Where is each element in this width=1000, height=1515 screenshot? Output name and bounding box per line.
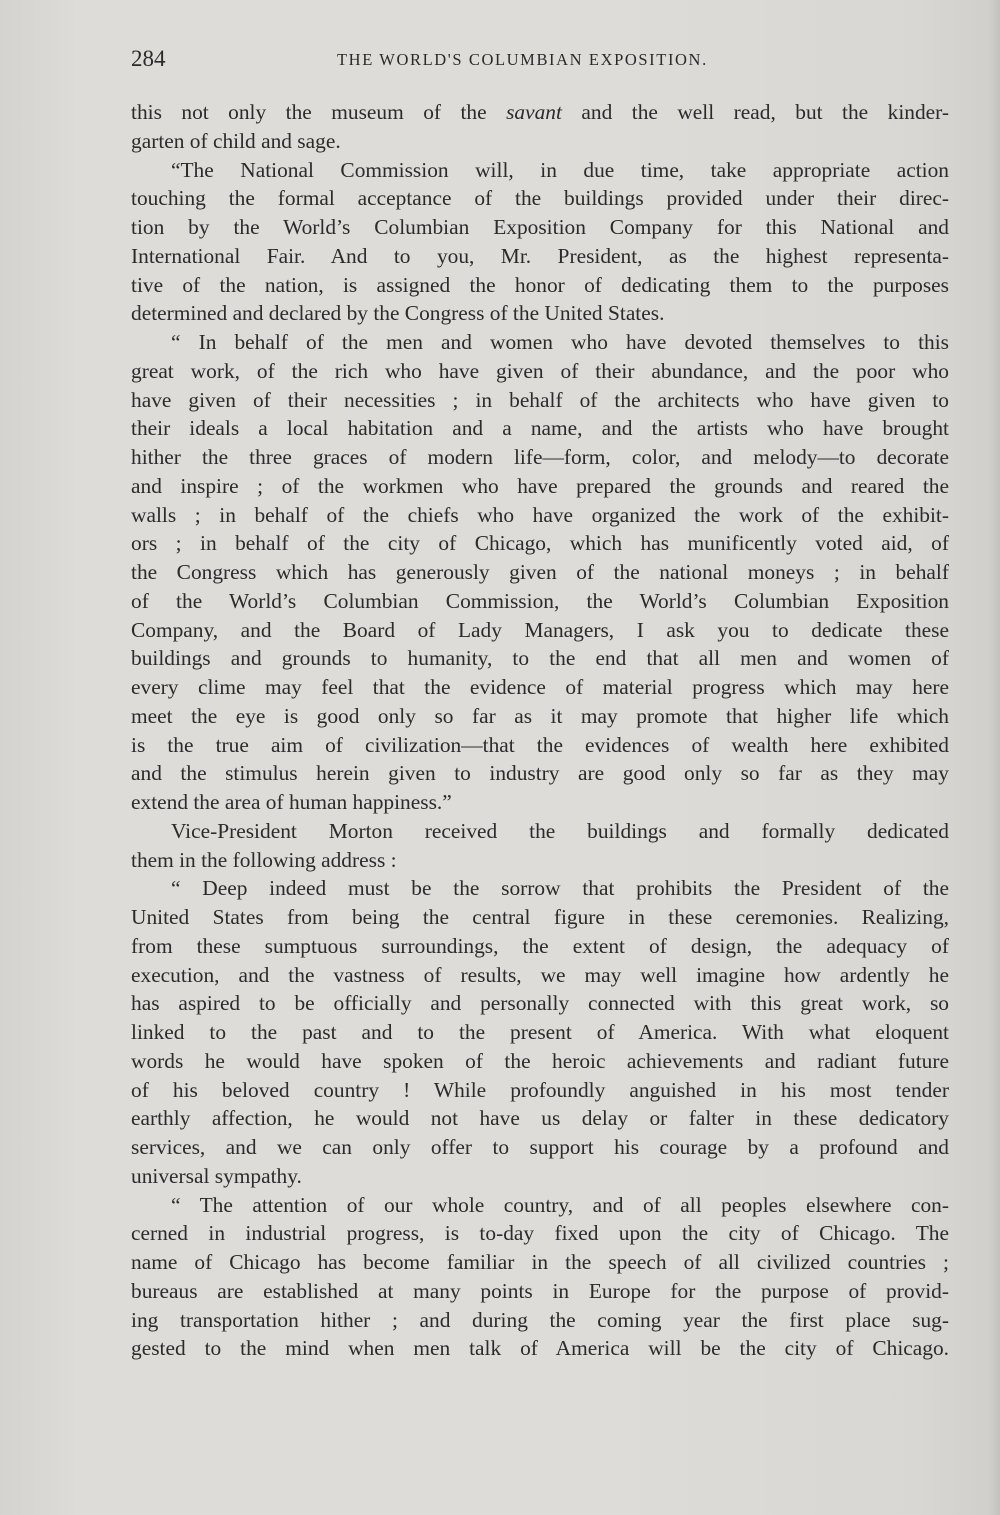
running-head: THE WORLD'S COLUMBIAN EXPOSITION. bbox=[337, 50, 708, 69]
text-line: United States from being the central figure in these ceremonies. Realizing, bbox=[131, 905, 949, 929]
text-line: every clime may feel that the evidence of material progress which may here bbox=[131, 675, 949, 699]
text-line: ors ; in behalf of the city of Chicago, which has munificently voted aid, of bbox=[131, 531, 949, 556]
text-line: this not only the museum of the savant and the well read, but the kinder- bbox=[131, 100, 949, 124]
body-text bbox=[131, 98, 949, 1363]
text-line: meet the eye is good only so far as it may promote that higher life which bbox=[131, 703, 949, 728]
text-line: ing transportation hither ; and during the coming year the first place sug- bbox=[131, 1307, 949, 1332]
text-line: and the stimulus herein given to industry are good only so far as they may bbox=[131, 761, 949, 786]
text-line: Company, and the Board of Lady Managers, I ask you to dedicate these bbox=[131, 617, 949, 642]
text-line: have given of their necessities ; in behalf of the architects who have given to bbox=[131, 387, 949, 412]
text-line: hither the three graces of modern life—form, color, and melody—to decorate bbox=[131, 445, 949, 469]
text-line: tion by the World’s Columbian Exposition Company for this National and bbox=[131, 215, 949, 239]
text-line: of the World’s Columbian Commission, the World’s Columbian Exposition bbox=[131, 588, 949, 613]
text-line: tive of the nation, is assigned the honor of dedicating them to the purposes bbox=[131, 272, 949, 297]
text-line: “The National Commission will, in due time, take appropriate action bbox=[171, 157, 949, 182]
text-line: universal sympathy. bbox=[131, 1163, 302, 1188]
text-line: has aspired to be officially and personally connected with this great work, so bbox=[131, 991, 949, 1016]
text-line: determined and declared by the Congress of the United States. bbox=[131, 301, 665, 326]
text-line: extend the area of human happiness.” bbox=[131, 790, 452, 814]
text-line: linked to the past and to the present of America. With what eloquent bbox=[131, 1020, 949, 1044]
text-line: “ In behalf of the men and women who have devoted themselves to this bbox=[171, 330, 949, 354]
text-line: the Congress which has generously given of the national moneys ; in behalf bbox=[131, 560, 949, 584]
page-header bbox=[131, 46, 947, 78]
text-line: walls ; in behalf of the chiefs who have organized the work of the exhibit- bbox=[131, 502, 949, 527]
text-line: of his beloved country ! While profoundly anguished in his most tender bbox=[131, 1077, 949, 1102]
text-line: is the true aim of civilization—that the evidences of wealth here exhibited bbox=[131, 732, 949, 757]
text-line: gested to the mind when men talk of America will be the city of Chicago. bbox=[131, 1336, 949, 1361]
text-line: execution, and the vastness of results, we may well imagine how ardently he bbox=[131, 962, 949, 987]
text-line: International Fair. And to you, Mr. President, as the highest representa- bbox=[131, 243, 949, 268]
italic-word: savant bbox=[506, 100, 562, 124]
text-line: “ The attention of our whole country, and of all peoples elsewhere con- bbox=[171, 1192, 949, 1217]
text-line: Vice-President Morton received the buildings and formally dedicated bbox=[171, 818, 949, 843]
page-edge-shadow bbox=[988, 0, 1000, 1515]
text-line: garten of child and sage. bbox=[131, 128, 341, 153]
text-line: bureaus are established at many points in Europe for the purpose of provid- bbox=[131, 1278, 949, 1303]
text-line: and inspire ; of the workmen who have prepared the grounds and reared the bbox=[131, 473, 949, 498]
text-line: their ideals a local habitation and a name, and the artists who have brought bbox=[131, 416, 949, 441]
page-number: 284 bbox=[131, 46, 166, 71]
text-line: great work, of the rich who have given of their abundance, and the poor who bbox=[131, 358, 949, 383]
text-line: from these sumptuous surroundings, the extent of design, the adequacy of bbox=[131, 933, 949, 958]
text-line: words he would have spoken of the heroic achievements and radiant future bbox=[131, 1048, 949, 1073]
text-line: earthly affection, he would not have us delay or falter in these dedicatory bbox=[131, 1106, 949, 1131]
text-line: cerned in industrial progress, is to-day fixed upon the city of Chicago. The bbox=[131, 1221, 949, 1246]
text-line: buildings and grounds to humanity, to the end that all men and women of bbox=[131, 646, 949, 671]
text-line: touching the formal acceptance of the buildings provided under their direc- bbox=[131, 186, 949, 211]
text-line: name of Chicago has become familiar in the speech of all civilized countries ; bbox=[131, 1250, 949, 1274]
text-line: them in the following address : bbox=[131, 847, 397, 872]
text-line: services, and we can only offer to support his courage by a profound and bbox=[131, 1135, 949, 1159]
text-line: “ Deep indeed must be the sorrow that prohibits the President of the bbox=[171, 876, 949, 901]
